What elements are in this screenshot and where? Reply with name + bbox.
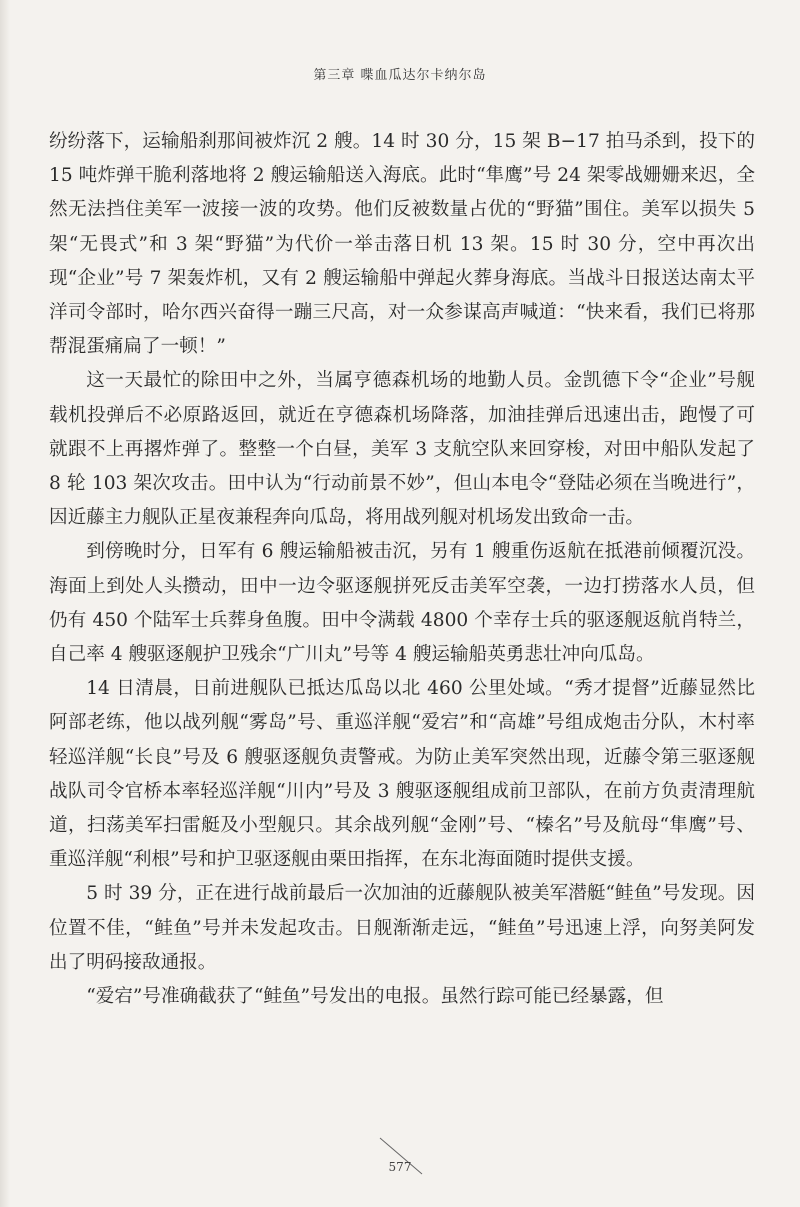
paragraph-6: “爱宕”号准确截获了“鲑鱼”号发出的电报。虽然行踪可能已经暴露，但 (86, 986, 664, 1008)
page-number: 577 (388, 1160, 412, 1174)
page-edge-shadow (0, 0, 10, 1207)
body-text (49, 125, 755, 1014)
paragraph-4: 14 日清晨，日前进舰队已抵达瓜岛以北 460 公里处域。“秀才提督”近藤显然比阿部老练，他以战列舰“雾岛”号、重巡洋舰“爱宕”和“高雄”号组成炮击分队，木村率轻巡洋舰“长良”号及 6 艘驱逐舰负责警戒。为防止美军突然出现，近藤令第三驱逐舰战队司令官桥本率轻巡洋舰“川内”号及 3 艘驱逐舰组成前卫部队，在前方负责清理航道，扫荡美军扫雷艇及小型舰只。其余战列舰“金刚”号、“榛名”号及航母“隼鹰”号、重巡洋舰“利根”号和护卫驱逐舰由栗田指挥，在东北海面随时提供支援。 (49, 678, 755, 871)
paragraph-5: 5 时 39 分，正在进行战前最后一次加油的近藤舰队被美军潜艇“鲑鱼”号发现。因位置不佳，“鲑鱼”号并未发起攻击。日舰渐渐走远，“鲑鱼”号迅速上浮，向努美阿发出了明码接敌通报。 (49, 883, 755, 973)
paragraph-3: 到傍晚时分，日军有 6 艘运输船被击沉，另有 1 艘重伤返航在抵港前倾覆沉没。海面上到处人头攒动，田中一边令驱逐舰拼死反击美军空袭，一边打捞落水人员，但仍有 450 个陆军士兵葬身鱼腹。田中令满载 4800 个幸存士兵的驱逐舰返航肖特兰，自己率 4 艘驱逐舰护卫残余“广川丸”号等 4 艘运输船英勇悲壮冲向瓜岛。 (49, 541, 755, 666)
paragraph-2: 这一天最忙的除田中之外，当属亨德森机场的地勤人员。金凯德下令“企业”号舰载机投弹后不必原路返回，就近在亨德森机场降落，加油挂弹后迅速出击，跑慢了可就跟不上再撂炸弹了。整整一个白昼，美军 3 支航空队来回穿梭，对田中船队发起了 8 轮 103 架次攻击。田中认为“行动前景不妙”，但山本电令“登陆必须在当晚进行”，因近藤主力舰队正星夜兼程奔向瓜岛，将用战列舰对机场发出致命一击。 (49, 370, 755, 529)
running-header: 第三章 喋血瓜达尔卡纳尔岛 (313, 68, 487, 83)
paragraph-1: 纷纷落下，运输船刹那间被炸沉 2 艘。14 时 30 分，15 架 B−17 拍马杀到，投下的 15 吨炸弹干脆利落地将 2 艘运输船送入海底。此时“隼鹰”号 24 架零战姗姗来迟，全然无法挡住美军一波接一波的攻势。他们反被数量占优的“野猫”围住。美军以损失 5 架“无畏式”和 3 架“野猫”为代价一举击落日机 13 架。15 时 30 分，空中再次出现“企业”号 7 架轰炸机，又有 2 艘运输船中弹起火葬身海底。当战斗日报送达南太平洋司令部时，哈尔西兴奋得一蹦三尺高，对一众参谋高声喊道：“快来看，我们已将那帮混蛋痛扁了一顿！” (49, 131, 755, 358)
